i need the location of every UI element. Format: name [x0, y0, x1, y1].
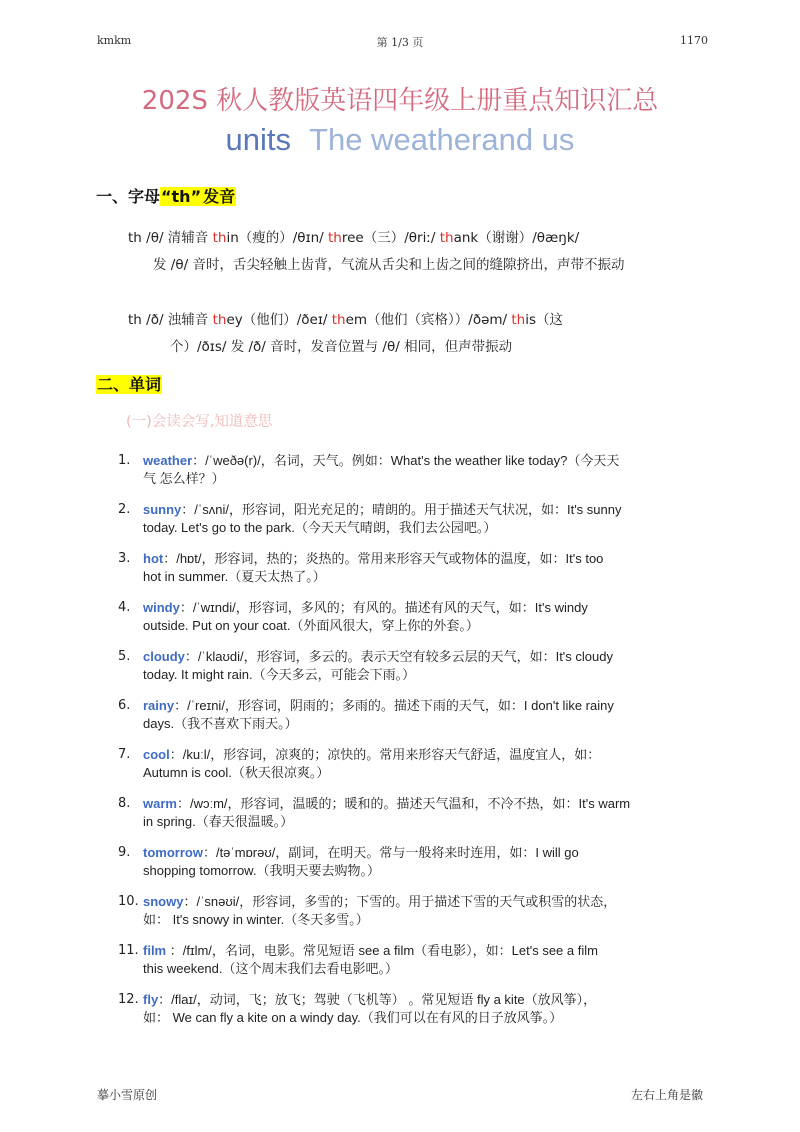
footer-right: 左右上角是徽: [630, 1088, 703, 1102]
item-number: 3.: [118, 551, 131, 566]
unit-topic: The weatherand us: [309, 122, 575, 157]
item-line-2: today. It might rain.（今天多云，可能会下雨。）: [143, 667, 416, 682]
item-line-1: [143, 599, 718, 617]
item-line-1: [143, 501, 718, 519]
item-number: 10.: [118, 894, 139, 909]
item-line-2: in spring.（春天很温暖。）: [143, 814, 294, 829]
item-number: 8.: [118, 796, 131, 811]
vocab-definition: ：/təˈmɒrəʊ/，副词，在明天。常与一般将来时连用，如：I will go: [202, 845, 579, 860]
item-line-2: 如： We can fly a kite on a windy day.（我们可以在有风的日子放风筝。）: [143, 1010, 563, 1025]
item-line-1: [143, 697, 718, 715]
section-prefix: 一、字母: [96, 187, 161, 206]
th-highlight: th: [511, 312, 526, 328]
page-number: 第 1/3 页: [376, 36, 424, 49]
item-line-1: [143, 844, 718, 862]
item-line-1: [143, 991, 718, 1009]
list-item: [118, 893, 718, 929]
vocab-word: fly: [143, 992, 159, 1007]
item-line-2: shopping tomorrow.（我明天要去购物。）: [143, 863, 380, 878]
vocab-definition: ：/ˈreɪni/，形容词，阴雨的；多雨的。描述下雨的天气，如：I don't like rainy: [174, 698, 614, 713]
item-number: 11.: [118, 943, 139, 958]
vocab-word: film: [143, 943, 167, 958]
item-line-1: [143, 452, 718, 470]
list-item: [118, 452, 718, 488]
vocab-definition: ：/kuːl/，形容词，凉爽的；凉快的。常用来形容天气舒适，温度宜人，如：: [169, 747, 601, 762]
list-item: [118, 942, 718, 978]
voiceless-label: th /θ/ 清辅音: [128, 230, 213, 246]
list-item: [118, 648, 718, 684]
vocab-definition: ：/ˈsʌni/，形容词，阳光充足的；晴朗的。用于描述天气状况，如：It's sunny: [181, 502, 622, 517]
list-item: [118, 550, 718, 586]
example-them: em（他们（宾格））/ðəm/: [345, 312, 512, 328]
item-number: 5.: [118, 649, 131, 664]
list-item: [118, 795, 718, 831]
voiced-th-line: [128, 308, 563, 328]
item-line-1: [143, 795, 718, 813]
item-number: 12.: [118, 992, 139, 1007]
item-body: [143, 697, 718, 733]
item-line-2: days.（我不喜欢下雨天。）: [143, 716, 298, 731]
th-highlight: th: [439, 230, 454, 246]
vocab-definition: ：/wɔːm/，形容词，温暖的；暖和的。描述天气温和，不冷不热，如：It's warm: [176, 796, 631, 811]
item-line-2: hot in summer.（夏天太热了。）: [143, 569, 326, 584]
vocab-definition: ：/flaɪ/，动词，飞；放飞；驾驶（飞机等） 。常见短语 fly a kite（放风筝），: [158, 992, 597, 1007]
item-line-2: outside. Put on your coat.（外面风很大，穿上你的外套。）: [143, 618, 479, 633]
example-three: ree（三）/θriː/: [341, 230, 440, 246]
header-right: 1170: [680, 34, 708, 47]
list-item: [118, 991, 718, 1027]
vocab-word: weather: [143, 453, 193, 468]
list-item: [118, 599, 718, 635]
section-heading-th: [96, 184, 236, 207]
vocab-definition: ：/fɪlm/，名词，电影。常见短语 see a film（看电影），如：Let's see a film: [166, 943, 598, 958]
list-item: [118, 501, 718, 537]
th-highlight: th: [327, 230, 342, 246]
item-line-2: this weekend.（这个周末我们去看电影吧。）: [143, 961, 398, 976]
item-body: [143, 844, 718, 880]
voiced-label: th /ð/ 浊辅音: [128, 312, 213, 328]
item-number: 2.: [118, 502, 131, 517]
header-left: kmkm: [97, 34, 132, 47]
document-title: 202S 秋人教版英语四年级上册重点知识汇总: [141, 86, 659, 116]
list-item: [118, 844, 718, 880]
vocab-word: sunny: [143, 502, 182, 517]
voiceless-th-explanation: 发 /θ/ 音时，舌尖轻触上齿背，气流从舌尖和上齿之间的缝隙挤出，声带不振动: [153, 257, 625, 273]
vocab-word: windy: [143, 600, 180, 615]
section-heading-words: [96, 372, 162, 395]
example-thin: in（瘦的）/θɪn/: [226, 230, 328, 246]
item-body: [143, 893, 718, 929]
example-thank: ank（谢谢）/θæŋk/: [453, 230, 580, 246]
subsection-heading: (一)会读会写,知道意思: [126, 414, 273, 430]
vocab-definition: ：/ˈwɪndi/，形容词，多风的；有风的。描述有风的天气，如：It's windy: [179, 600, 588, 615]
item-body: [143, 550, 718, 586]
vocab-word: snowy: [143, 894, 184, 909]
item-line-2: 气 怎么样？）: [143, 471, 225, 486]
item-line-2: today. Let's go to the park.（今天天气晴朗，我们去公园吧。）: [143, 520, 497, 535]
item-body: [143, 746, 718, 782]
example-this: is（这: [525, 312, 564, 328]
item-body: [143, 599, 718, 635]
voiced-th-explanation: 个）/ðɪs/ 发 /ð/ 音时，发音位置与 /θ/ 相同，但声带振动: [170, 339, 513, 355]
list-item: [118, 746, 718, 782]
item-body: [143, 991, 718, 1027]
item-body: [143, 795, 718, 831]
th-highlight: th: [212, 312, 227, 328]
item-line-1: [143, 550, 718, 568]
vocab-word: cloudy: [143, 649, 185, 664]
item-body: [143, 648, 718, 684]
item-body: [143, 942, 718, 978]
item-body: [143, 452, 718, 488]
footer-left: 摹小雪原创: [97, 1088, 158, 1102]
item-number: 6.: [118, 698, 131, 713]
vocab-definition: ：/ˈweðə(r)/，名词，天气。例如：What's the weather like today?（今天天: [192, 453, 620, 468]
th-highlight: th: [331, 312, 346, 328]
vocab-definition: ：/ˈsnəʊi/，形容词，多雪的；下雪的。用于描述下雪的天气或积雪的状态，: [183, 894, 617, 909]
section-heading-text: 二、单词: [97, 375, 162, 394]
vocab-word: warm: [143, 796, 177, 811]
item-number: 1.: [118, 453, 131, 468]
list-item: [118, 697, 718, 733]
item-line-1: [143, 942, 718, 960]
vocab-word: cool: [143, 747, 170, 762]
th-highlight: th: [212, 230, 227, 246]
vocab-word: rainy: [143, 698, 175, 713]
item-line-1: [143, 648, 718, 666]
vocab-definition: ：/ˈklaʊdi/，形容词，多云的。表示天空有较多云层的天气，如：It's cloudy: [184, 649, 613, 664]
highlight-th: “th”: [161, 187, 202, 206]
vocab-word: tomorrow: [143, 845, 203, 860]
section-suffix: 发音: [203, 187, 236, 206]
item-number: 9.: [118, 845, 131, 860]
unit-label: units: [225, 122, 292, 157]
item-line-2: 如： It's snowy in winter.（冬天多雪。）: [143, 912, 369, 927]
item-line-1: [143, 746, 718, 764]
item-number: 7.: [118, 747, 131, 762]
example-they: ey（他们）/ðeɪ/: [226, 312, 332, 328]
voiceless-th-line: [128, 226, 579, 246]
item-body: [143, 501, 718, 537]
vocab-definition: ：/hɒt/，形容词，热的；炎热的。常用来形容天气或物体的温度，如：It's too: [163, 551, 604, 566]
document-subtitle: [0, 122, 800, 158]
item-number: 4.: [118, 600, 131, 615]
vocab-word: hot: [143, 551, 164, 566]
vocabulary-list: [118, 452, 718, 1040]
item-line-1: [143, 893, 718, 911]
item-line-2: Autumn is cool.（秋天很凉爽。）: [143, 765, 330, 780]
